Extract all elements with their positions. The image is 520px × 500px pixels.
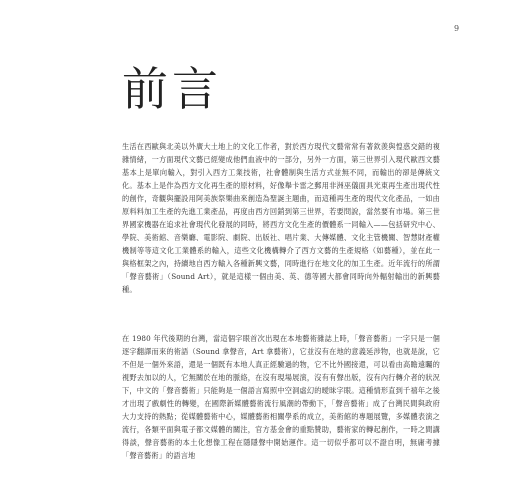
paragraph-2-text: 在 1980 年代後期的台灣，當這個字眼首次出現在本地藝術雜誌上時，「聲音藝術」一字只是一個逐字翻譯而來的術語（Sound 拿聲音，Art 拿藝術），它並沒有在地的意義延涉物，也就是說，它不但是一個外來語，還是一個既有本地人真正經驗過的物，它不比外國接還，可以看由高瞻遠矚的視野去加以的人，它無關於在地的脈絡，在沒有現場展演，沒有有聲出版，沒有內行轉介者的狀況下，中文的「聲音藝術」只能夠是一個語言寫照中空洞虛幻的曖昧字眼。這種情形直到千禧年之後才出現了戲劇性的轉變，在國際新媒體藝術流行風潮的帶動下，「聲音藝術」成了台灣民間與政府大力支持的熱點；從媒體藝術中心，媒體藝術相關學系的成立，美術館的專題展覽，多媒體表演之流行，各類平面與電子都文媒體的關注，官方基金會的重點贊助，藝術家的轉起創作，一時之間講得談，聲音藝術的本土化想像工程在隱隱聲中開始運作。這一切似乎都可以不證自明，無庸考據「聲音藝術」的語言地 [122, 334, 440, 460]
paragraph-1-text: 生活在西歐與北美以外廣大土地上的文化工作者，對於西方現代文藝常常有著欽羨與惶惑交錯的複雜情緒，一方面現代文藝已經變成他們血液中的一部分，另外一方面，第三世界引入現代歐西文藝基本上是單向輸入，對引入西方工業技術，社會體制與生活方式並無不同，而輸出的卻是傳統文化。基本上是作為西方文化再生產的原材料，好像舉卡雷之郵用非洲巫儀面具光東再生產出現代性的創作，奇觀與擺設用阿美族祭樂曲來創造為聖誕主題曲，而這種再生產的現代文化產品，一如由原料料加工生產的先進工業產品，再度由西方回銷到第三世界，若要問說，當然要有市場。第三世界國家機器在追求社會現代化發展的同時，將西方文化生產的價體系一同輸入——包括研究中心、學院、美術館、音樂廳、電影院、劇院、出版社、唱片業、大傳媒體、文化主管機關、智慧財產權機制等等這文化工業體系的輸入，這些文化機構轉介了西方文藝的生產規格（如藝種），並在此一與格框架之內，持續地自西方輸入各種新興文藝，同時進行在地文化的加工生產。近年流行的所謂「聲音藝術」（Sound Art），就是這樣一個由美、英、德等國大都會同時向外輻射輸出的新興藝種。 [122, 142, 440, 294]
page-title: 前言 [122, 62, 222, 116]
paragraph-1 [122, 140, 440, 296]
page-number: 9 [454, 24, 460, 33]
paragraph-2 [122, 332, 440, 462]
